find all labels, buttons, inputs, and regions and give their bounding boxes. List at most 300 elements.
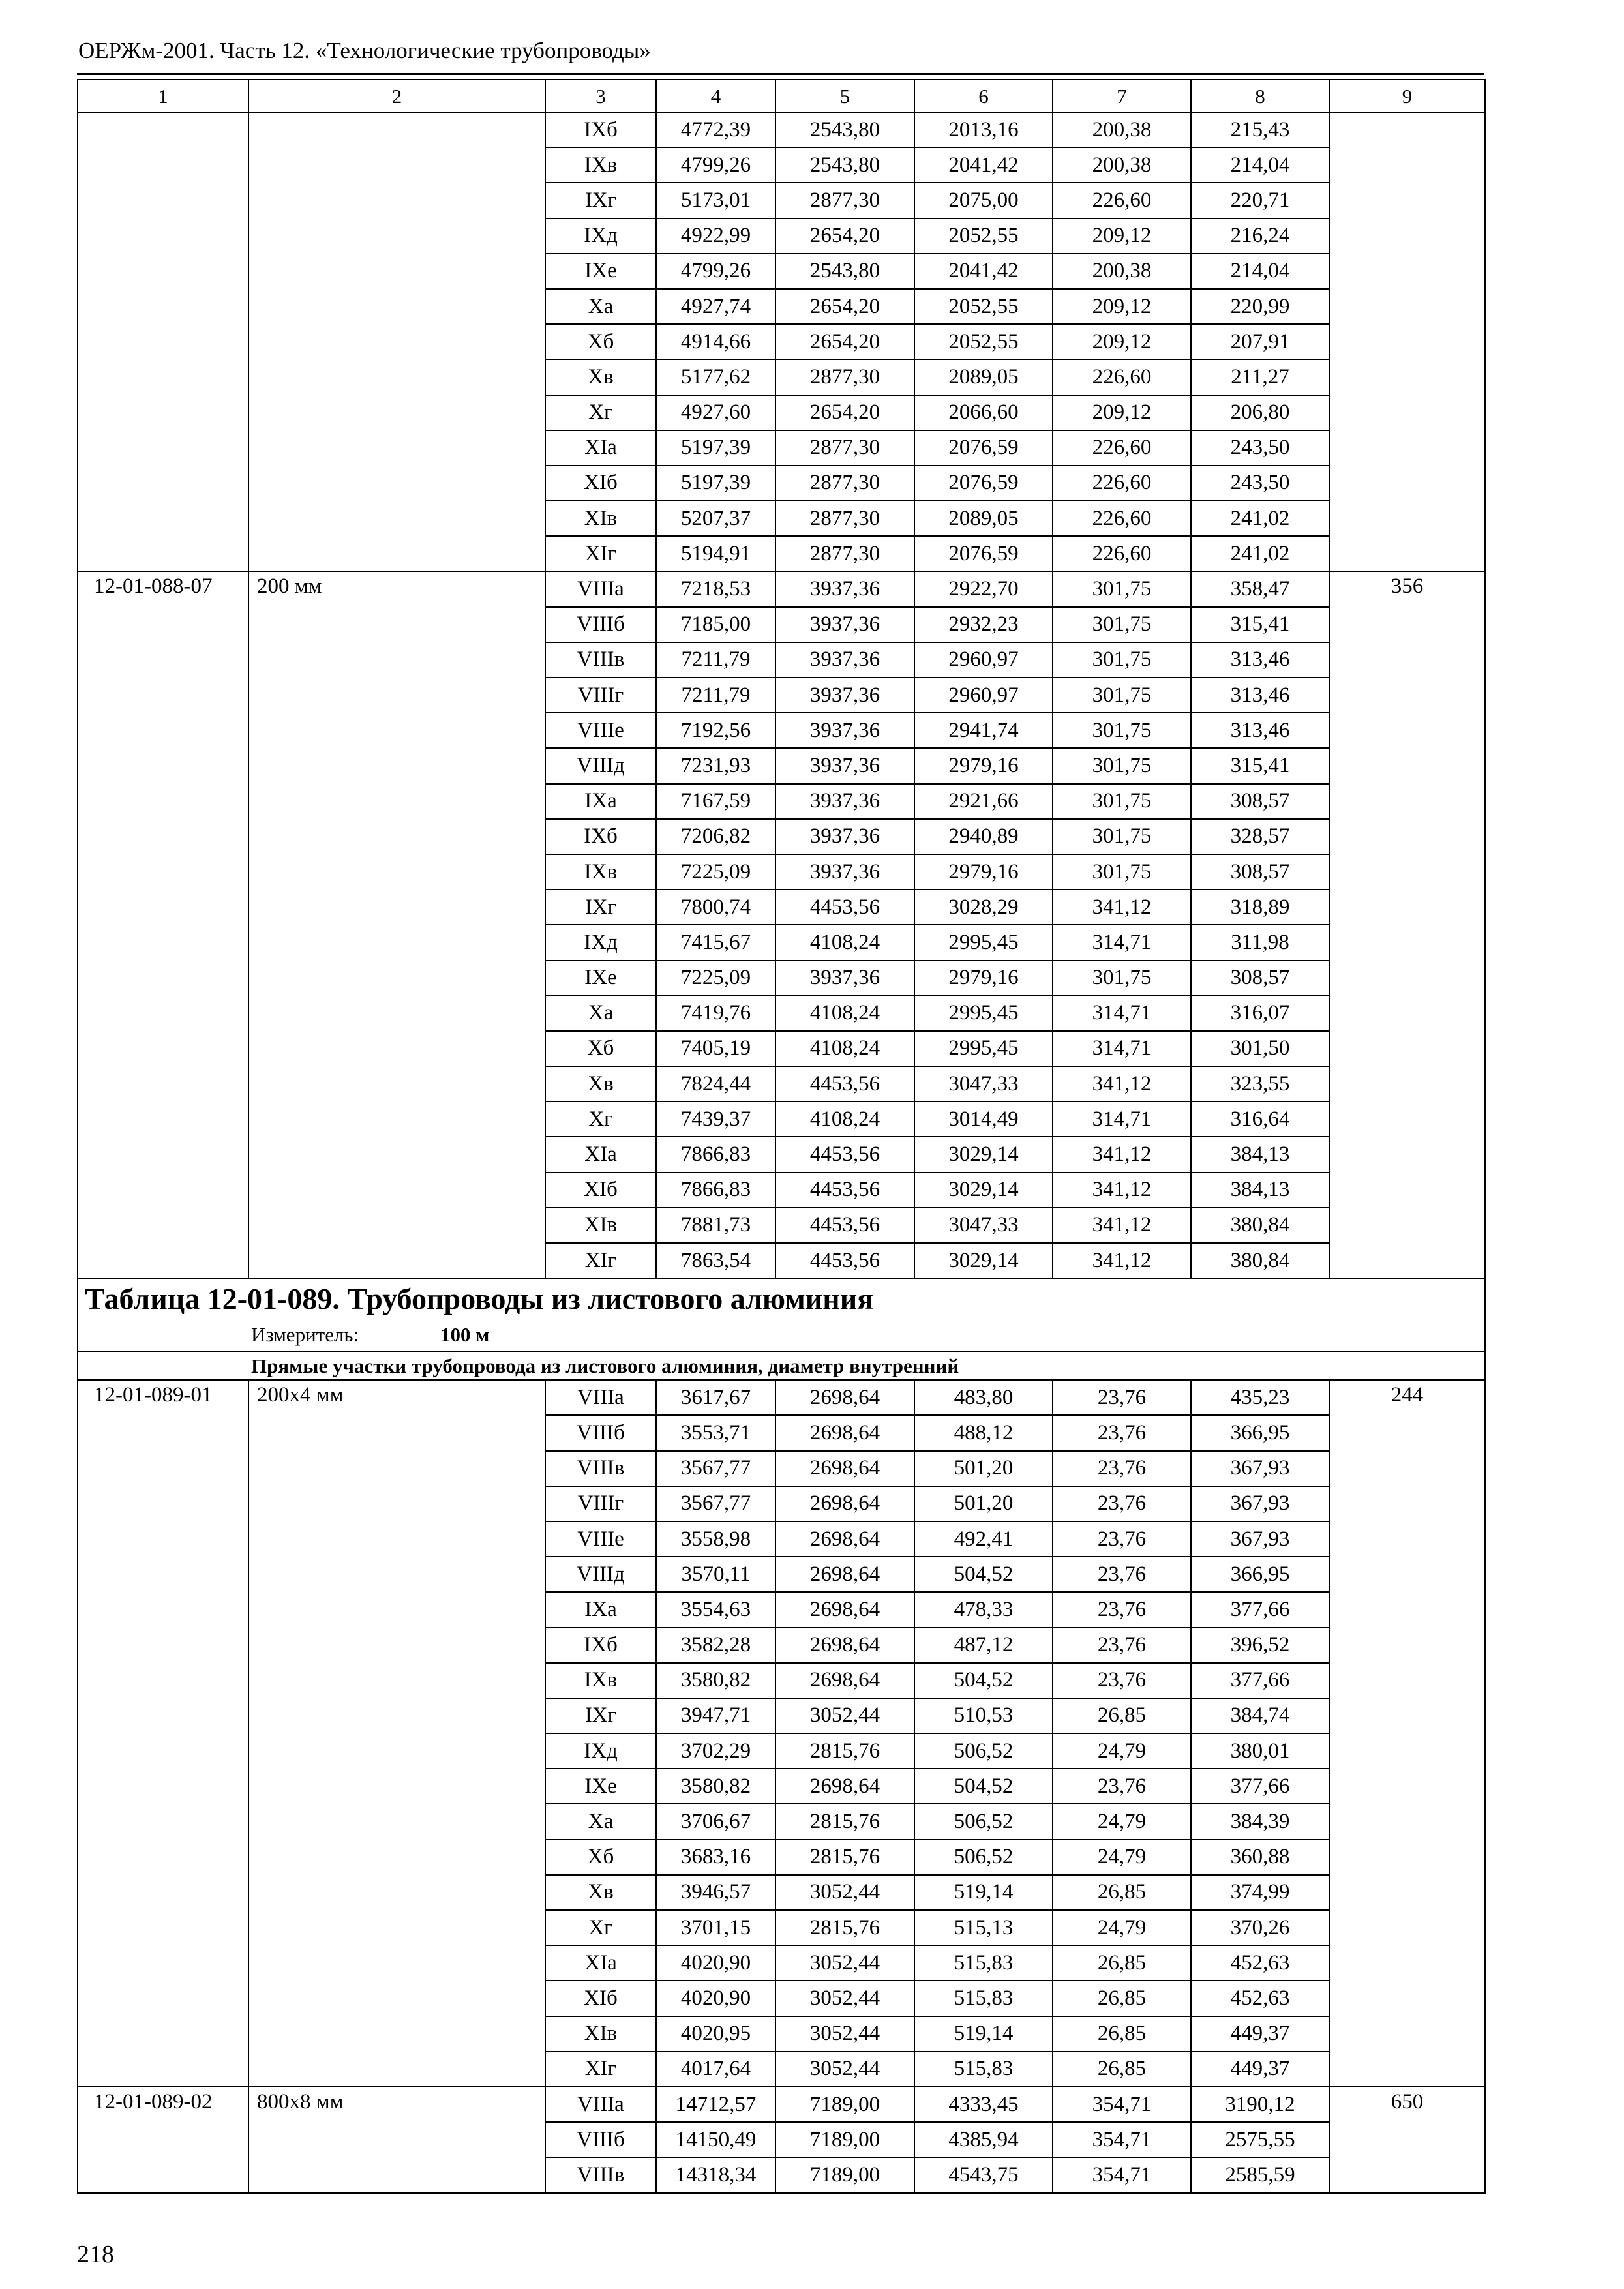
rate-code: 12-01-089-01: [78, 1380, 248, 2087]
value-cell: 2960,97: [914, 678, 1053, 713]
value-cell: 7866,83: [656, 1137, 775, 1172]
value-cell: 3052,44: [775, 1981, 914, 2016]
value-cell: 3617,67: [656, 1380, 775, 1415]
value-cell: 3047,33: [914, 1208, 1053, 1243]
value-cell: 377,66: [1191, 1769, 1329, 1804]
value-cell: 3567,77: [656, 1451, 775, 1486]
value-cell: 3052,44: [775, 2016, 914, 2052]
value-cell: 209,12: [1053, 395, 1191, 430]
value-cell: 14318,34: [656, 2157, 775, 2192]
value-cell: 314,71: [1053, 1101, 1191, 1137]
column-header: 5: [775, 80, 914, 112]
column-header: 7: [1053, 80, 1191, 112]
value-cell: 2013,16: [914, 112, 1053, 147]
value-cell: 318,89: [1191, 890, 1329, 925]
column-header: 4: [656, 80, 775, 112]
value-cell: 3014,49: [914, 1101, 1053, 1137]
zone-cell: VIIIб: [545, 1415, 656, 1450]
zone-cell: XIг: [545, 1243, 656, 1278]
work-name: [248, 112, 545, 571]
value-cell: 384,74: [1191, 1698, 1329, 1733]
zone-cell: XIа: [545, 1137, 656, 1172]
page-number: 218: [77, 2241, 114, 2268]
value-cell: 301,50: [1191, 1031, 1329, 1066]
value-cell: 7824,44: [656, 1066, 775, 1101]
zone-cell: IXд: [545, 1733, 656, 1769]
value-cell: 2575,55: [1191, 2122, 1329, 2157]
value-cell: 3937,36: [775, 961, 914, 996]
value-cell: 4333,45: [914, 2087, 1053, 2122]
value-cell: 7211,79: [656, 642, 775, 678]
value-cell: 23,76: [1053, 1486, 1191, 1521]
value-cell: 396,52: [1191, 1628, 1329, 1663]
zone-cell: IXд: [545, 218, 656, 254]
value-cell: 214,04: [1191, 254, 1329, 289]
value-cell: 7225,09: [656, 854, 775, 890]
value-cell: 7225,09: [656, 961, 775, 996]
value-cell: 313,46: [1191, 642, 1329, 678]
zone-cell: IXе: [545, 1769, 656, 1804]
value-cell: 328,57: [1191, 819, 1329, 854]
value-cell: 384,13: [1191, 1137, 1329, 1172]
column-header: 3: [545, 80, 656, 112]
value-cell: 207,91: [1191, 324, 1329, 359]
value-cell: 23,76: [1053, 1557, 1191, 1592]
value-cell: 452,63: [1191, 1945, 1329, 1981]
value-cell: 3052,44: [775, 1698, 914, 1733]
value-cell: 243,50: [1191, 466, 1329, 501]
value-cell: 2089,05: [914, 359, 1053, 395]
zone-cell: Xг: [545, 1101, 656, 1137]
value-cell: 314,71: [1053, 1031, 1191, 1066]
value-cell: 449,37: [1191, 2016, 1329, 2052]
value-cell: 2815,76: [775, 1804, 914, 1839]
zone-cell: Xг: [545, 395, 656, 430]
value-cell: 3582,28: [656, 1628, 775, 1663]
value-cell: 7800,74: [656, 890, 775, 925]
value-cell: 501,20: [914, 1486, 1053, 1521]
value-cell: 358,47: [1191, 571, 1329, 606]
value-cell: 2815,76: [775, 1910, 914, 1945]
value-cell: 23,76: [1053, 1415, 1191, 1450]
value-cell: 370,26: [1191, 1910, 1329, 1945]
zone-cell: XIв: [545, 1208, 656, 1243]
value-cell: 3946,57: [656, 1875, 775, 1910]
value-cell: 243,50: [1191, 430, 1329, 466]
value-cell: 7866,83: [656, 1173, 775, 1208]
value-cell: 2052,55: [914, 289, 1053, 324]
value-cell: 504,52: [914, 1769, 1053, 1804]
value-cell: 341,12: [1053, 1243, 1191, 1278]
value-cell: 7415,67: [656, 925, 775, 960]
rate-code: 12-01-089-02: [78, 2087, 248, 2193]
value-cell: 4453,56: [775, 1066, 914, 1101]
value-cell: 2698,64: [775, 1592, 914, 1627]
value-cell: 24,79: [1053, 1804, 1191, 1839]
value-cell: 504,52: [914, 1557, 1053, 1592]
value-cell: 3702,29: [656, 1733, 775, 1769]
zone-cell: Xб: [545, 1031, 656, 1066]
value-cell: 4799,26: [656, 254, 775, 289]
zone-cell: IXб: [545, 819, 656, 854]
value-cell: 7206,82: [656, 819, 775, 854]
value-cell: 3937,36: [775, 607, 914, 642]
value-cell: 308,57: [1191, 854, 1329, 890]
value-cell: 4108,24: [775, 1101, 914, 1137]
value-cell: 2585,59: [1191, 2157, 1329, 2192]
zone-cell: Xа: [545, 289, 656, 324]
value-cell: 26,85: [1053, 2052, 1191, 2087]
zone-cell: Xб: [545, 324, 656, 359]
zone-cell: VIIIв: [545, 1451, 656, 1486]
value-cell: 2979,16: [914, 961, 1053, 996]
zone-cell: VIIIд: [545, 1557, 656, 1592]
value-cell: 3558,98: [656, 1521, 775, 1557]
value-cell: 504,52: [914, 1663, 1053, 1698]
zone-cell: XIа: [545, 1945, 656, 1981]
zone-cell: VIIIг: [545, 1486, 656, 1521]
value-cell: 354,71: [1053, 2122, 1191, 2157]
value-cell: 4020,90: [656, 1945, 775, 1981]
value-cell: 14150,49: [656, 2122, 775, 2157]
zone-cell: IXв: [545, 147, 656, 183]
value-cell: 5173,01: [656, 183, 775, 218]
value-cell: 301,75: [1053, 678, 1191, 713]
value-cell: 24,79: [1053, 1733, 1191, 1769]
value-cell: 380,01: [1191, 1733, 1329, 1769]
value-cell: 23,76: [1053, 1592, 1191, 1627]
value-cell: 241,02: [1191, 536, 1329, 571]
value-cell: 226,60: [1053, 359, 1191, 395]
column-header: 2: [248, 80, 545, 112]
value-cell: 2698,64: [775, 1451, 914, 1486]
value-cell: 3937,36: [775, 642, 914, 678]
value-cell: 2921,66: [914, 784, 1053, 819]
value-cell: 200,38: [1053, 112, 1191, 147]
column-header: 9: [1329, 80, 1485, 112]
value-cell: 209,12: [1053, 218, 1191, 254]
value-cell: 2041,42: [914, 254, 1053, 289]
value-cell: 2877,30: [775, 430, 914, 466]
value-cell: 2075,00: [914, 183, 1053, 218]
column-9-value: 650: [1329, 2087, 1485, 2193]
value-cell: 2698,64: [775, 1521, 914, 1557]
value-cell: 314,71: [1053, 996, 1191, 1031]
zone-cell: Xг: [545, 1910, 656, 1945]
value-cell: 301,75: [1053, 854, 1191, 890]
value-cell: 3937,36: [775, 819, 914, 854]
value-cell: 3937,36: [775, 784, 914, 819]
value-cell: 4453,56: [775, 1173, 914, 1208]
value-cell: 26,85: [1053, 1875, 1191, 1910]
value-cell: 4927,60: [656, 395, 775, 430]
value-cell: 24,79: [1053, 1910, 1191, 1945]
value-cell: 316,64: [1191, 1101, 1329, 1137]
value-cell: 315,41: [1191, 607, 1329, 642]
value-cell: 2877,30: [775, 536, 914, 571]
column-header: 6: [914, 80, 1053, 112]
value-cell: 2041,42: [914, 147, 1053, 183]
value-cell: 301,75: [1053, 571, 1191, 606]
value-cell: 2815,76: [775, 1840, 914, 1875]
value-cell: 2877,30: [775, 466, 914, 501]
value-cell: 2543,80: [775, 112, 914, 147]
value-cell: 315,41: [1191, 748, 1329, 783]
value-cell: 3567,77: [656, 1486, 775, 1521]
zone-cell: VIIIе: [545, 1521, 656, 1557]
zone-cell: IXг: [545, 1698, 656, 1733]
zone-cell: IXг: [545, 890, 656, 925]
value-cell: 341,12: [1053, 1066, 1191, 1101]
value-cell: 380,84: [1191, 1208, 1329, 1243]
value-cell: 515,13: [914, 1910, 1053, 1945]
value-cell: 301,75: [1053, 819, 1191, 854]
value-cell: 4922,99: [656, 218, 775, 254]
value-cell: 7231,93: [656, 748, 775, 783]
value-cell: 2698,64: [775, 1415, 914, 1450]
value-cell: 241,02: [1191, 501, 1329, 536]
table-title-row: [78, 1278, 1485, 1319]
value-cell: 4108,24: [775, 925, 914, 960]
zone-cell: XIв: [545, 501, 656, 536]
value-cell: 26,85: [1053, 1945, 1191, 1981]
value-cell: 3937,36: [775, 854, 914, 890]
value-cell: 2698,64: [775, 1380, 914, 1415]
value-cell: 4772,39: [656, 112, 775, 147]
value-cell: 214,04: [1191, 147, 1329, 183]
value-cell: 226,60: [1053, 501, 1191, 536]
value-cell: 220,71: [1191, 183, 1329, 218]
value-cell: 2979,16: [914, 854, 1053, 890]
value-cell: 7185,00: [656, 607, 775, 642]
value-cell: 301,75: [1053, 607, 1191, 642]
zone-cell: XIа: [545, 430, 656, 466]
table-row: [78, 2087, 1485, 2122]
table-row: [78, 571, 1485, 606]
value-cell: 226,60: [1053, 536, 1191, 571]
zone-cell: Xа: [545, 1804, 656, 1839]
zone-cell: VIIIг: [545, 678, 656, 713]
value-cell: 5207,37: [656, 501, 775, 536]
value-cell: 209,12: [1053, 324, 1191, 359]
zone-cell: VIIIб: [545, 607, 656, 642]
value-cell: 435,23: [1191, 1380, 1329, 1415]
value-cell: 14712,57: [656, 2087, 775, 2122]
value-cell: 2076,59: [914, 466, 1053, 501]
value-cell: 2940,89: [914, 819, 1053, 854]
value-cell: 7419,76: [656, 996, 775, 1031]
column-9-value: 356: [1329, 571, 1485, 1278]
value-cell: 4914,66: [656, 324, 775, 359]
zone-cell: IXб: [545, 112, 656, 147]
value-cell: 7405,19: [656, 1031, 775, 1066]
value-cell: 360,88: [1191, 1840, 1329, 1875]
measure-cell: [78, 1319, 1485, 1351]
value-cell: 24,79: [1053, 1840, 1191, 1875]
value-cell: 3047,33: [914, 1066, 1053, 1101]
value-cell: 341,12: [1053, 1173, 1191, 1208]
value-cell: 377,66: [1191, 1663, 1329, 1698]
value-cell: 488,12: [914, 1415, 1053, 1450]
value-cell: 311,98: [1191, 925, 1329, 960]
value-cell: 4017,64: [656, 2052, 775, 2087]
value-cell: 2543,80: [775, 147, 914, 183]
value-cell: 3947,71: [656, 1698, 775, 1733]
value-cell: 2052,55: [914, 218, 1053, 254]
value-cell: 23,76: [1053, 1628, 1191, 1663]
value-cell: 211,27: [1191, 359, 1329, 395]
value-cell: 3029,14: [914, 1173, 1053, 1208]
value-cell: 487,12: [914, 1628, 1053, 1663]
value-cell: 519,14: [914, 1875, 1053, 1910]
value-cell: 301,75: [1053, 713, 1191, 748]
value-cell: 380,84: [1191, 1243, 1329, 1278]
zone-cell: VIIIа: [545, 1380, 656, 1415]
measure-row: [78, 1319, 1485, 1351]
value-cell: 510,53: [914, 1698, 1053, 1733]
value-cell: 2698,64: [775, 1557, 914, 1592]
rate-code: 12-01-088-07: [78, 571, 248, 1278]
zone-cell: IXг: [545, 183, 656, 218]
value-cell: 2698,64: [775, 1628, 914, 1663]
value-cell: 4020,90: [656, 1981, 775, 2016]
zone-cell: IXб: [545, 1628, 656, 1663]
value-cell: 3937,36: [775, 713, 914, 748]
value-cell: 323,55: [1191, 1066, 1329, 1101]
value-cell: 5177,62: [656, 359, 775, 395]
value-cell: 3580,82: [656, 1663, 775, 1698]
value-cell: 515,83: [914, 1981, 1053, 2016]
value-cell: 367,93: [1191, 1451, 1329, 1486]
value-cell: 366,95: [1191, 1415, 1329, 1450]
table-title-cell: [78, 1278, 1485, 1319]
value-cell: 308,57: [1191, 961, 1329, 996]
value-cell: 226,60: [1053, 183, 1191, 218]
value-cell: 2877,30: [775, 183, 914, 218]
value-cell: 2654,20: [775, 395, 914, 430]
measure-label: Измеритель:: [251, 1323, 359, 1346]
zone-cell: Xб: [545, 1840, 656, 1875]
value-cell: 7881,73: [656, 1208, 775, 1243]
zone-cell: XIб: [545, 1173, 656, 1208]
value-cell: 5197,39: [656, 430, 775, 466]
value-cell: 23,76: [1053, 1380, 1191, 1415]
value-cell: 7167,59: [656, 784, 775, 819]
value-cell: 506,52: [914, 1804, 1053, 1839]
value-cell: 2543,80: [775, 254, 914, 289]
value-cell: 519,14: [914, 2016, 1053, 2052]
value-cell: 3683,16: [656, 1840, 775, 1875]
value-cell: 7218,53: [656, 571, 775, 606]
value-cell: 2995,45: [914, 996, 1053, 1031]
value-cell: 4453,56: [775, 1137, 914, 1172]
zone-cell: IXе: [545, 961, 656, 996]
rate-code: [78, 112, 248, 571]
value-cell: 3937,36: [775, 571, 914, 606]
value-cell: 3029,14: [914, 1137, 1053, 1172]
value-cell: 2052,55: [914, 324, 1053, 359]
document-header: ОЕРЖм-2001. Часть 12. «Технологические трубопроводы»: [78, 38, 651, 63]
value-cell: 7189,00: [775, 2122, 914, 2157]
value-cell: 7863,54: [656, 1243, 775, 1278]
zone-cell: XIг: [545, 536, 656, 571]
value-cell: 4385,94: [914, 2122, 1053, 2157]
value-cell: 2076,59: [914, 430, 1053, 466]
value-cell: 2089,05: [914, 501, 1053, 536]
value-cell: 7189,00: [775, 2087, 914, 2122]
value-cell: 23,76: [1053, 1769, 1191, 1804]
rates-table: [77, 79, 1486, 2194]
value-cell: 7189,00: [775, 2157, 914, 2192]
value-cell: 3028,29: [914, 890, 1053, 925]
value-cell: 2995,45: [914, 925, 1053, 960]
value-cell: 4453,56: [775, 890, 914, 925]
value-cell: 4108,24: [775, 1031, 914, 1066]
value-cell: 226,60: [1053, 466, 1191, 501]
work-name: 800х8 мм: [248, 2087, 545, 2193]
value-cell: 301,75: [1053, 642, 1191, 678]
zone-cell: VIIIе: [545, 713, 656, 748]
zone-cell: IXв: [545, 1663, 656, 1698]
value-cell: 200,38: [1053, 254, 1191, 289]
value-cell: 7211,79: [656, 678, 775, 713]
value-cell: 3554,63: [656, 1592, 775, 1627]
table-row: [78, 112, 1485, 147]
zone-cell: Xв: [545, 1066, 656, 1101]
value-cell: 515,83: [914, 1945, 1053, 1981]
value-cell: 308,57: [1191, 784, 1329, 819]
value-cell: 2960,97: [914, 642, 1053, 678]
value-cell: 301,75: [1053, 961, 1191, 996]
value-cell: 2815,76: [775, 1733, 914, 1769]
value-cell: 209,12: [1053, 289, 1191, 324]
value-cell: 2698,64: [775, 1486, 914, 1521]
value-cell: 2076,59: [914, 536, 1053, 571]
value-cell: 4927,74: [656, 289, 775, 324]
value-cell: 215,43: [1191, 112, 1329, 147]
value-cell: 314,71: [1053, 925, 1191, 960]
value-cell: 313,46: [1191, 678, 1329, 713]
value-cell: 7439,37: [656, 1101, 775, 1137]
value-cell: 377,66: [1191, 1592, 1329, 1627]
value-cell: 341,12: [1053, 1208, 1191, 1243]
value-cell: 3553,71: [656, 1415, 775, 1450]
value-cell: 3937,36: [775, 678, 914, 713]
value-cell: 2941,74: [914, 713, 1053, 748]
value-cell: 366,95: [1191, 1557, 1329, 1592]
value-cell: 2654,20: [775, 289, 914, 324]
value-cell: 4543,75: [914, 2157, 1053, 2192]
value-cell: 7192,56: [656, 713, 775, 748]
value-cell: 4020,95: [656, 2016, 775, 2052]
zone-cell: IXа: [545, 1592, 656, 1627]
value-cell: 23,76: [1053, 1451, 1191, 1486]
value-cell: 452,63: [1191, 1981, 1329, 2016]
column-9-value: [1329, 112, 1485, 571]
zone-cell: Xв: [545, 359, 656, 395]
value-cell: 341,12: [1053, 890, 1191, 925]
value-cell: 3190,12: [1191, 2087, 1329, 2122]
zone-cell: Xв: [545, 1875, 656, 1910]
column-header-row: [78, 80, 1485, 112]
value-cell: 367,93: [1191, 1486, 1329, 1521]
value-cell: 2995,45: [914, 1031, 1053, 1066]
zone-cell: IXа: [545, 784, 656, 819]
value-cell: 23,76: [1053, 1521, 1191, 1557]
zone-cell: XIб: [545, 1981, 656, 2016]
value-cell: 5197,39: [656, 466, 775, 501]
value-cell: 313,46: [1191, 713, 1329, 748]
